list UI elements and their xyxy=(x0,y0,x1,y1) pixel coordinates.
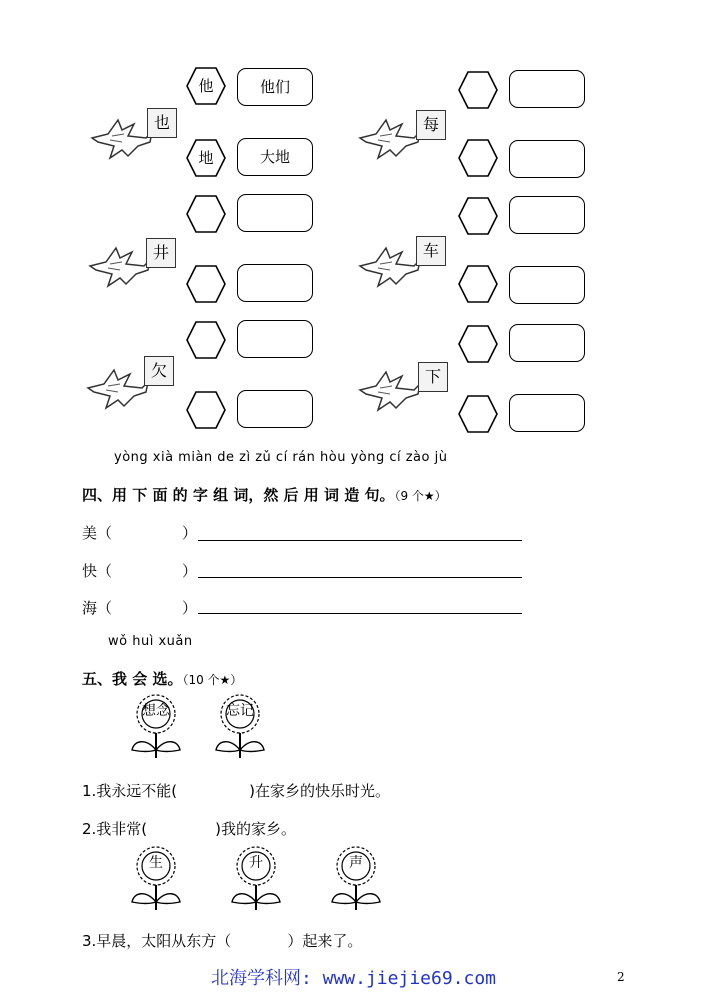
word-box[interactable] xyxy=(237,390,313,428)
sentence-text: ）起来了。 xyxy=(287,932,363,950)
hexagon-slot[interactable] xyxy=(458,196,498,236)
root-character: 欠 xyxy=(144,356,174,386)
hexagon-text xyxy=(458,138,498,178)
sentence-text: 3.早晨，太阳从东方（ xyxy=(82,932,232,950)
sentence-text: )我的家乡。 xyxy=(215,820,297,838)
answer-line[interactable] xyxy=(198,540,522,541)
sentence-row xyxy=(82,597,112,618)
word-box[interactable] xyxy=(509,196,585,234)
hexagon-text xyxy=(186,320,226,360)
close-paren: ） xyxy=(182,599,198,617)
dove-icon xyxy=(86,240,154,292)
word-box[interactable] xyxy=(237,320,313,358)
open-paren: （ xyxy=(97,562,113,580)
flower-choice[interactable] xyxy=(126,846,186,912)
hexagon-slot[interactable] xyxy=(458,70,498,110)
close-paren: ） xyxy=(182,562,198,580)
word-box[interactable] xyxy=(509,394,585,432)
section5-pinyin: wǒ huì xuǎn xyxy=(108,634,193,649)
flower-choice[interactable] xyxy=(226,846,286,912)
section4-note: （9 个★） xyxy=(394,489,447,503)
sentence-row xyxy=(82,522,112,543)
row-char: 美 xyxy=(82,524,98,542)
page-number: 2 xyxy=(617,970,625,984)
sentence-2 xyxy=(82,818,296,839)
hexagon-text xyxy=(458,324,498,364)
word-box[interactable] xyxy=(509,266,585,304)
dove-icon xyxy=(84,362,152,414)
section5-title-text: 五、我 会 选。 xyxy=(82,670,183,688)
hexagon-slot[interactable] xyxy=(458,264,498,304)
row-char: 海 xyxy=(82,599,98,617)
open-paren: （ xyxy=(97,599,113,617)
flower-label: 声 xyxy=(349,855,363,871)
dove-icon xyxy=(356,364,424,416)
word-box[interactable]: 大地 xyxy=(237,138,313,176)
sentence-3 xyxy=(82,930,362,951)
hexagon-text: 地 xyxy=(198,149,214,167)
sentence-text: )在家乡的快乐时光。 xyxy=(249,782,391,800)
footer-watermark: 北海学科网: www.jiejie69.com xyxy=(210,968,497,989)
hexagon-slot[interactable] xyxy=(458,138,498,178)
dove-icon xyxy=(356,240,424,292)
row-char: 快 xyxy=(82,562,98,580)
hexagon-text xyxy=(458,70,498,110)
hexagon-slot[interactable] xyxy=(186,390,226,430)
word-box[interactable] xyxy=(509,70,585,108)
section5-title xyxy=(82,668,242,689)
sentence-row xyxy=(82,560,112,581)
root-character: 车 xyxy=(416,236,446,266)
hexagon-text xyxy=(458,196,498,236)
hexagon-slot[interactable] xyxy=(458,324,498,364)
hexagon-text xyxy=(458,394,498,434)
sentence-text: 1.我永远不能( xyxy=(82,782,178,800)
hexagon-slot[interactable] xyxy=(458,394,498,434)
flower-label: 生 xyxy=(149,855,163,871)
flower-choice[interactable] xyxy=(210,694,270,760)
sentence-text: 2.我非常( xyxy=(82,820,148,838)
hexagon-slot[interactable] xyxy=(186,194,226,234)
word-box[interactable] xyxy=(237,264,313,302)
root-character: 每 xyxy=(416,110,446,140)
flower-label: 想念 xyxy=(142,703,170,719)
flower-choice[interactable] xyxy=(326,846,386,912)
word-box[interactable] xyxy=(509,140,585,178)
word-box[interactable] xyxy=(237,194,313,232)
close-paren: ） xyxy=(182,524,198,542)
sentence-1 xyxy=(82,780,390,801)
hexagon-slot[interactable] xyxy=(186,264,226,304)
flower-choice[interactable] xyxy=(126,694,186,760)
word-box[interactable]: 他们 xyxy=(237,68,313,106)
section4-title-text: 四、用 下 面 的 字 组 词，然 后 用 词 造 句。 xyxy=(82,486,395,504)
hexagon-slot[interactable] xyxy=(186,66,226,106)
root-character: 井 xyxy=(146,238,176,268)
hexagon-text xyxy=(186,390,226,430)
hexagon-text xyxy=(186,194,226,234)
root-character: 下 xyxy=(418,362,448,392)
flower-label: 升 xyxy=(249,855,263,871)
hexagon-text: 他 xyxy=(198,77,214,95)
section4-pinyin: yòng xià miàn de zì zǔ cí rán hòu yòng cí zào jù xyxy=(114,450,448,465)
hexagon-text xyxy=(186,264,226,304)
hexagon-slot[interactable] xyxy=(186,138,226,178)
dove-icon xyxy=(88,112,156,164)
answer-line[interactable] xyxy=(198,577,522,578)
dove-icon xyxy=(356,112,424,164)
section4-title xyxy=(82,484,447,505)
word-box[interactable] xyxy=(509,324,585,362)
flower-label: 忘记 xyxy=(226,703,254,719)
answer-line[interactable] xyxy=(198,613,522,614)
section5-note: （10 个★） xyxy=(182,673,243,687)
root-character: 也 xyxy=(147,108,177,138)
open-paren: （ xyxy=(97,524,113,542)
hexagon-slot[interactable] xyxy=(186,320,226,360)
hexagon-text xyxy=(458,264,498,304)
